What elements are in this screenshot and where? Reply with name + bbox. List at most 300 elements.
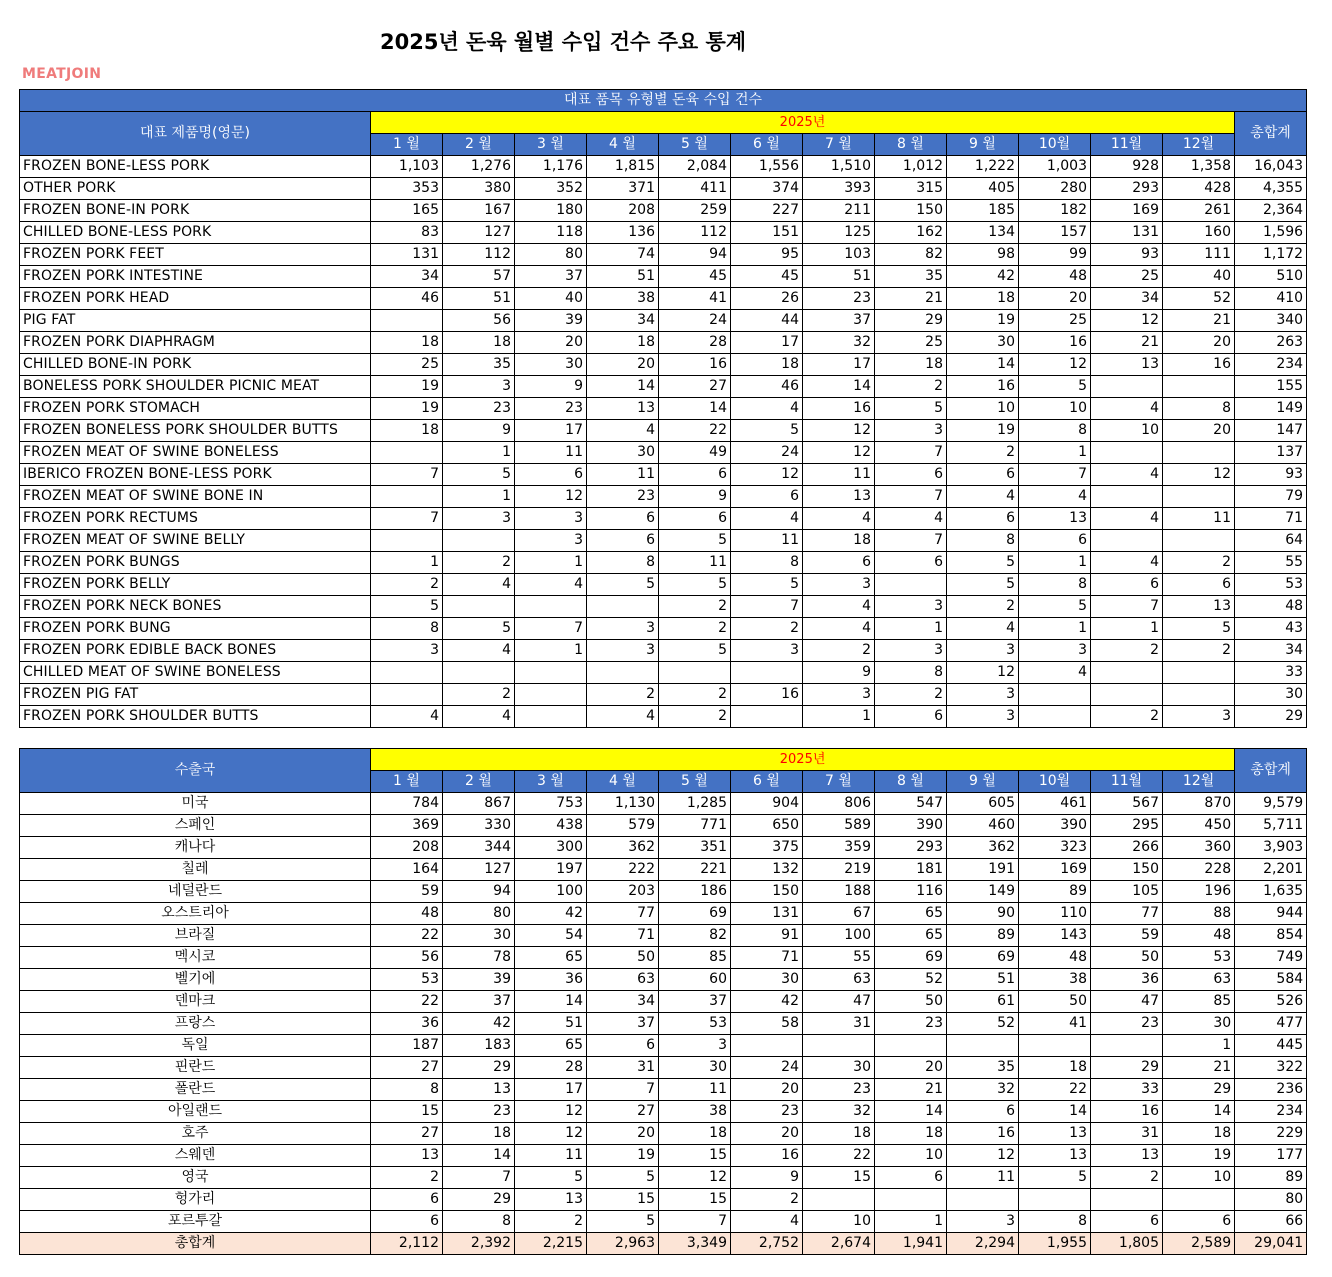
month-value	[515, 662, 587, 684]
month-value: 89	[1019, 881, 1091, 903]
month-value: 6	[1091, 574, 1163, 596]
year-header: 2025년	[371, 112, 1235, 134]
month-value: 63	[803, 969, 875, 991]
month-value: 65	[875, 903, 947, 925]
month-value: 98	[947, 244, 1019, 266]
month-value: 12	[1019, 354, 1091, 376]
month-value: 4	[731, 508, 803, 530]
month-value: 10	[1163, 1167, 1235, 1189]
month-value: 32	[803, 332, 875, 354]
month-value: 2	[875, 376, 947, 398]
month-value	[731, 1035, 803, 1057]
month-value: 5	[1019, 596, 1091, 618]
month-value: 203	[587, 881, 659, 903]
month-value: 567	[1091, 793, 1163, 815]
month-value: 5	[731, 574, 803, 596]
month-value: 45	[731, 266, 803, 288]
month-value: 6	[1091, 1211, 1163, 1233]
month-value: 13	[515, 1189, 587, 1211]
month-value: 105	[1091, 881, 1163, 903]
month-value: 18	[659, 1123, 731, 1145]
month-value: 1	[1019, 442, 1091, 464]
row-total: 5,711	[1235, 815, 1307, 837]
row-total: 944	[1235, 903, 1307, 925]
month-value: 3	[875, 640, 947, 662]
month-value: 5	[1019, 376, 1091, 398]
month-value: 405	[947, 178, 1019, 200]
month-value: 24	[659, 310, 731, 332]
month-value: 222	[587, 859, 659, 881]
month-value: 35	[875, 266, 947, 288]
month-value	[515, 706, 587, 728]
month-value: 8	[1019, 420, 1091, 442]
month-value: 18	[875, 1123, 947, 1145]
month-value: 56	[371, 947, 443, 969]
month-value: 1	[371, 552, 443, 574]
month-value: 371	[587, 178, 659, 200]
month-value: 9	[443, 420, 515, 442]
month-value: 6	[875, 464, 947, 486]
month-value: 2	[731, 618, 803, 640]
month-value: 6	[371, 1189, 443, 1211]
month-value: 19	[1163, 1145, 1235, 1167]
month-value: 16	[947, 1123, 1019, 1145]
month-value: 132	[731, 859, 803, 881]
month-value: 16	[1019, 332, 1091, 354]
month-value: 20	[587, 1123, 659, 1145]
month-value: 53	[371, 969, 443, 991]
month-value: 359	[803, 837, 875, 859]
month-value: 7	[659, 1211, 731, 1233]
month-value: 16	[1091, 1101, 1163, 1123]
month-value: 82	[659, 925, 731, 947]
row-total: 236	[1235, 1079, 1307, 1101]
month-value: 3	[587, 618, 659, 640]
month-value: 13	[443, 1079, 515, 1101]
product-row	[20, 618, 1307, 640]
month-value: 5	[1019, 1167, 1091, 1189]
month-value: 4	[515, 574, 587, 596]
month-value: 4	[1091, 552, 1163, 574]
month-value: 11	[515, 1145, 587, 1167]
month-value: 63	[587, 969, 659, 991]
month-value: 13	[1019, 1123, 1091, 1145]
month-value: 8	[1163, 398, 1235, 420]
month-value: 48	[371, 903, 443, 925]
month-value: 4	[371, 706, 443, 728]
month-value	[371, 442, 443, 464]
row-label: 오스트리아	[20, 903, 371, 925]
row-label: FROZEN PORK BUNG	[20, 618, 371, 640]
month-value	[587, 596, 659, 618]
month-value: 14	[947, 354, 1019, 376]
month-value: 65	[875, 925, 947, 947]
month-value: 180	[515, 200, 587, 222]
month-value	[1091, 1189, 1163, 1211]
grand-total-value: 2,752	[731, 1233, 803, 1255]
month-value: 112	[443, 244, 515, 266]
month-value: 37	[659, 991, 731, 1013]
month-value: 30	[659, 1057, 731, 1079]
month-value: 31	[587, 1057, 659, 1079]
month-value: 93	[1091, 244, 1163, 266]
month-value: 150	[875, 200, 947, 222]
month-value: 71	[587, 925, 659, 947]
row-label: 헝가리	[20, 1189, 371, 1211]
month-value: 35	[443, 354, 515, 376]
month-value: 8	[587, 552, 659, 574]
month-value: 1,222	[947, 156, 1019, 178]
month-value: 3	[587, 640, 659, 662]
month-value: 187	[371, 1035, 443, 1057]
month-value: 48	[1019, 947, 1091, 969]
month-value: 52	[875, 969, 947, 991]
month-value: 60	[659, 969, 731, 991]
month-value: 1,003	[1019, 156, 1091, 178]
month-value: 14	[875, 1101, 947, 1123]
month-value: 4	[947, 618, 1019, 640]
month-value	[1163, 442, 1235, 464]
month-value: 438	[515, 815, 587, 837]
month-value: 20	[731, 1079, 803, 1101]
month-value: 127	[443, 222, 515, 244]
month-value: 118	[515, 222, 587, 244]
month-value: 5	[731, 420, 803, 442]
product-row	[20, 640, 1307, 662]
month-value: 9	[803, 662, 875, 684]
month-value: 131	[371, 244, 443, 266]
month-value	[731, 706, 803, 728]
month-value: 450	[1163, 815, 1235, 837]
month-header: 6 월	[731, 134, 803, 156]
row-total: 66	[1235, 1211, 1307, 1233]
month-value: 13	[1091, 354, 1163, 376]
month-value: 7	[1019, 464, 1091, 486]
month-value: 38	[1019, 969, 1091, 991]
month-value: 57	[443, 266, 515, 288]
month-value: 8	[371, 618, 443, 640]
month-value: 1	[875, 1211, 947, 1233]
month-value: 390	[875, 815, 947, 837]
row-label: 스웨덴	[20, 1145, 371, 1167]
month-value: 167	[443, 200, 515, 222]
month-value: 116	[875, 881, 947, 903]
month-value: 7	[875, 530, 947, 552]
row-total: 234	[1235, 1101, 1307, 1123]
month-value: 50	[875, 991, 947, 1013]
month-value: 2	[1163, 640, 1235, 662]
month-value: 6	[659, 508, 731, 530]
month-value: 1	[1163, 1035, 1235, 1057]
month-value: 90	[947, 903, 1019, 925]
month-value: 110	[1019, 903, 1091, 925]
month-value: 12	[803, 420, 875, 442]
month-value: 3	[947, 684, 1019, 706]
month-value: 589	[803, 815, 875, 837]
month-header: 7 월	[803, 134, 875, 156]
month-value: 9	[731, 1167, 803, 1189]
row-label: FROZEN PORK DIAPHRAGM	[20, 332, 371, 354]
row-total: 1,596	[1235, 222, 1307, 244]
country-row	[20, 947, 1307, 969]
country-row	[20, 1079, 1307, 1101]
row-total: 526	[1235, 991, 1307, 1013]
month-value: 393	[803, 178, 875, 200]
month-value: 390	[1019, 815, 1091, 837]
month-value: 30	[443, 925, 515, 947]
month-value: 11	[587, 464, 659, 486]
month-value	[371, 684, 443, 706]
month-value: 261	[1163, 200, 1235, 222]
product-row	[20, 596, 1307, 618]
month-value: 11	[731, 530, 803, 552]
month-value: 150	[731, 881, 803, 903]
month-value: 13	[1163, 596, 1235, 618]
product-row	[20, 420, 1307, 442]
month-value: 3	[803, 574, 875, 596]
month-value: 806	[803, 793, 875, 815]
month-value: 34	[587, 991, 659, 1013]
month-value: 1,012	[875, 156, 947, 178]
month-value: 40	[515, 288, 587, 310]
country-row	[20, 1189, 1307, 1211]
month-value	[1091, 486, 1163, 508]
product-row	[20, 508, 1307, 530]
month-value: 5	[371, 596, 443, 618]
month-value: 23	[875, 1013, 947, 1035]
row-total: 80	[1235, 1189, 1307, 1211]
month-value: 13	[371, 1145, 443, 1167]
month-value: 5	[515, 1167, 587, 1189]
month-value: 21	[875, 288, 947, 310]
row-label: FROZEN MEAT OF SWINE BONELESS	[20, 442, 371, 464]
month-value: 78	[443, 947, 515, 969]
row-label: 브라질	[20, 925, 371, 947]
month-value: 4	[443, 706, 515, 728]
row-label: OTHER PORK	[20, 178, 371, 200]
month-value: 5	[443, 618, 515, 640]
month-value: 50	[587, 947, 659, 969]
month-header: 12월	[1163, 134, 1235, 156]
month-value: 19	[947, 310, 1019, 332]
month-value: 21	[1091, 332, 1163, 354]
grand-total-value: 2,215	[515, 1233, 587, 1255]
month-value: 10	[875, 1145, 947, 1167]
month-value: 15	[371, 1101, 443, 1123]
month-value	[875, 574, 947, 596]
product-row	[20, 464, 1307, 486]
month-value	[1019, 1189, 1091, 1211]
month-value: 26	[731, 288, 803, 310]
month-value: 5	[659, 530, 731, 552]
month-value: 19	[371, 376, 443, 398]
month-value: 69	[659, 903, 731, 925]
month-header: 9 월	[947, 134, 1019, 156]
month-value: 20	[1019, 288, 1091, 310]
month-value: 460	[947, 815, 1019, 837]
month-value: 103	[803, 244, 875, 266]
month-value: 11	[659, 1079, 731, 1101]
product-row	[20, 288, 1307, 310]
month-value: 6	[587, 1035, 659, 1057]
month-value: 208	[371, 837, 443, 859]
month-value	[803, 1189, 875, 1211]
month-value: 11	[515, 442, 587, 464]
month-value: 362	[587, 837, 659, 859]
month-value: 369	[371, 815, 443, 837]
month-value: 196	[1163, 881, 1235, 903]
month-value: 7	[371, 508, 443, 530]
month-value: 5	[659, 640, 731, 662]
month-value	[587, 662, 659, 684]
row-label: CHILLED BONE-LESS PORK	[20, 222, 371, 244]
month-value: 33	[1091, 1079, 1163, 1101]
row-label: FROZEN MEAT OF SWINE BELLY	[20, 530, 371, 552]
product-table	[19, 89, 1307, 728]
month-value	[1163, 1189, 1235, 1211]
month-value: 2,084	[659, 156, 731, 178]
month-value: 12	[659, 1167, 731, 1189]
month-value: 67	[803, 903, 875, 925]
month-value: 1	[875, 618, 947, 640]
month-value: 4	[1019, 662, 1091, 684]
month-value: 3	[875, 420, 947, 442]
month-value: 352	[515, 178, 587, 200]
month-value	[1091, 662, 1163, 684]
month-value: 6	[731, 486, 803, 508]
month-value	[659, 662, 731, 684]
country-row	[20, 859, 1307, 881]
month-value: 351	[659, 837, 731, 859]
month-value: 13	[1091, 1145, 1163, 1167]
month-value: 7	[1091, 596, 1163, 618]
month-value: 23	[803, 1079, 875, 1101]
row-label: FROZEN PORK BUNGS	[20, 552, 371, 574]
month-value: 4	[731, 398, 803, 420]
month-value: 2	[371, 1167, 443, 1189]
month-value: 16	[1163, 354, 1235, 376]
row-total: 410	[1235, 288, 1307, 310]
month-value: 1,358	[1163, 156, 1235, 178]
product-row	[20, 706, 1307, 728]
grand-total-value: 2,294	[947, 1233, 1019, 1255]
product-table-body	[20, 156, 1307, 728]
row-label: BONELESS PORK SHOULDER PICNIC MEAT	[20, 376, 371, 398]
month-value: 37	[515, 266, 587, 288]
month-value: 1,130	[587, 793, 659, 815]
month-value: 15	[659, 1189, 731, 1211]
month-value: 259	[659, 200, 731, 222]
month-value: 11	[1163, 508, 1235, 530]
month-value: 867	[443, 793, 515, 815]
row-total: 137	[1235, 442, 1307, 464]
month-value: 5	[587, 1167, 659, 1189]
month-value: 41	[659, 288, 731, 310]
month-value: 6	[1163, 1211, 1235, 1233]
row-label: 핀란드	[20, 1057, 371, 1079]
month-value: 37	[587, 1013, 659, 1035]
row-total: 55	[1235, 552, 1307, 574]
month-value	[1091, 442, 1163, 464]
month-value: 59	[1091, 925, 1163, 947]
month-value: 51	[803, 266, 875, 288]
month-value: 12	[947, 662, 1019, 684]
month-value: 89	[947, 925, 1019, 947]
month-value: 157	[1019, 222, 1091, 244]
month-value: 49	[659, 442, 731, 464]
country-row	[20, 793, 1307, 815]
month-value: 12	[731, 464, 803, 486]
month-value: 3	[515, 508, 587, 530]
month-value	[443, 530, 515, 552]
row-label: CHILLED MEAT OF SWINE BONELESS	[20, 662, 371, 684]
month-value: 58	[731, 1013, 803, 1035]
row-total: 155	[1235, 376, 1307, 398]
product-name-header: 대표 제품명(영문)	[20, 112, 371, 156]
row-total: 263	[1235, 332, 1307, 354]
month-value: 188	[803, 881, 875, 903]
month-value: 11	[659, 552, 731, 574]
month-value: 221	[659, 859, 731, 881]
month-value: 280	[1019, 178, 1091, 200]
month-value: 3	[947, 640, 1019, 662]
month-value: 112	[659, 222, 731, 244]
row-total: 1,172	[1235, 244, 1307, 266]
month-value	[875, 1189, 947, 1211]
month-value: 6	[659, 464, 731, 486]
month-value: 20	[515, 332, 587, 354]
month-value: 360	[1163, 837, 1235, 859]
month-value: 100	[803, 925, 875, 947]
month-value: 85	[659, 947, 731, 969]
month-value: 131	[1091, 222, 1163, 244]
row-total: 29	[1235, 706, 1307, 728]
month-header: 4 월	[587, 134, 659, 156]
month-value	[1019, 684, 1091, 706]
month-value: 14	[587, 376, 659, 398]
month-value: 14	[1163, 1101, 1235, 1123]
month-value: 63	[1163, 969, 1235, 991]
month-value: 3	[803, 684, 875, 706]
month-value: 24	[731, 1057, 803, 1079]
month-value: 353	[371, 178, 443, 200]
month-value: 27	[371, 1057, 443, 1079]
month-value: 3	[947, 706, 1019, 728]
row-label: 네덜란드	[20, 881, 371, 903]
month-value: 30	[731, 969, 803, 991]
month-value: 19	[587, 1145, 659, 1167]
row-total: 4,355	[1235, 178, 1307, 200]
month-header: 10월	[1019, 134, 1091, 156]
month-value: 164	[371, 859, 443, 881]
month-value: 80	[443, 903, 515, 925]
row-total: 33	[1235, 662, 1307, 684]
month-value: 9	[659, 486, 731, 508]
month-value: 38	[659, 1101, 731, 1123]
month-value	[371, 662, 443, 684]
row-label: FROZEN PORK SHOULDER BUTTS	[20, 706, 371, 728]
month-value: 12	[515, 1101, 587, 1123]
month-value: 227	[731, 200, 803, 222]
month-value: 344	[443, 837, 515, 859]
month-value: 228	[1163, 859, 1235, 881]
total-header: 총합계	[1235, 112, 1307, 156]
month-header: 5 월	[659, 134, 731, 156]
row-total: 149	[1235, 398, 1307, 420]
month-value: 88	[1163, 903, 1235, 925]
month-value: 1,285	[659, 793, 731, 815]
month-value: 51	[947, 969, 1019, 991]
